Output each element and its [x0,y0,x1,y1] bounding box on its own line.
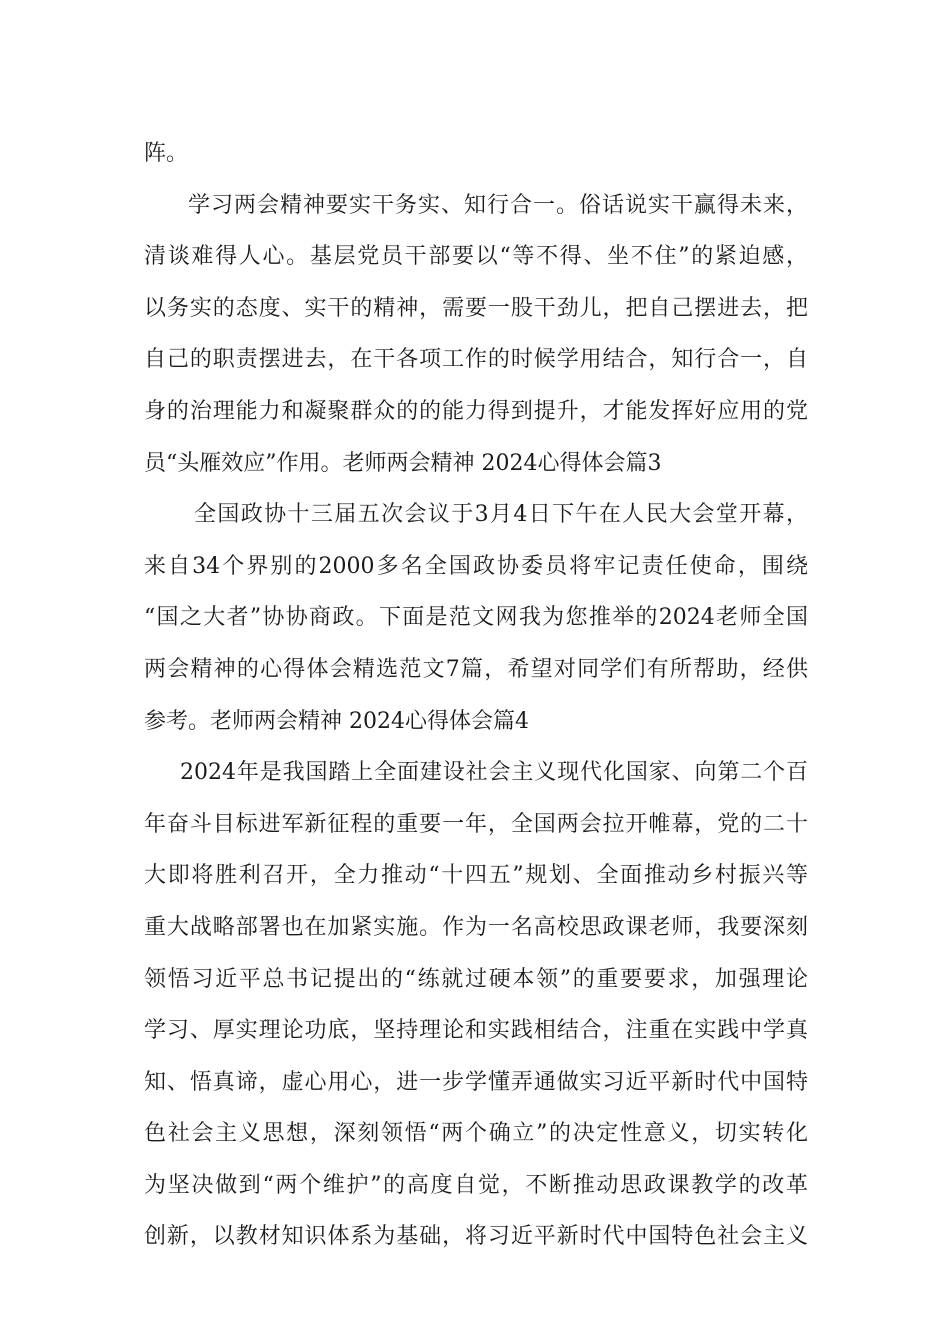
text-line: 重大战略部署也在加紧实施。作为一名高校思政课老师，我要深刻 [144,914,808,940]
text-line: 两会精神的心得体会精选范文7篇，希望对同学们有所帮助，经供 [144,656,808,682]
text-line: 来自34个界别的2000多名全国政协委员将牢记责任使命，围绕 [144,553,808,579]
text-line: 身的治理能力和凝聚群众的的能力得到提升，才能发挥好应用的党 [144,398,808,424]
body-text [144,128,808,1263]
text-line: 为坚决做到“两个维护”的高度自觉，不断推动思政课教学的改革 [144,1172,808,1198]
text-line: 阵。 [144,141,189,166]
paragraph-start-line: 学习两会精神要实干务实、知行合一。俗话说实干赢得未来， [188,192,808,218]
paragraph-start-line: 2024年是我国踏上全面建设社会主义现代化国家、向第二个百 [180,760,808,786]
text-line: 参考。老师两会精神 2024心得体会篇4 [144,708,529,734]
paragraph-start-line: 全国政协十三届五次会议于3月4日下午在人民大会堂开幕， [194,502,808,528]
text-line: 知、悟真谛，虚心用心，进一步学懂弄通做实习近平新时代中国特 [144,1069,808,1095]
text-line: 学习、厚实理论功底，坚持理论和实践相结合，注重在实践中学真 [144,1018,808,1044]
text-line: 色社会主义思想，深刻领悟“两个确立”的决定性意义，切实转化 [144,1121,808,1147]
text-line: 自己的职责摆进去，在干各项工作的时候学用结合，知行合一，自 [144,347,808,373]
text-line: 领悟习近平总书记提出的“练就过硬本领”的重要要求，加强理论 [144,966,808,992]
text-line: 员“头雁效应”作用。老师两会精神 2024心得体会篇3 [144,450,662,476]
text-line: 清谈难得人心。基层党员干部要以“等不得、坐不住”的紧迫感， [144,244,808,270]
text-line: 创新，以教材知识体系为基础，将习近平新时代中国特色社会主义 [144,1224,808,1250]
text-line: 年奋斗目标进军新征程的重要一年，全国两会拉开帷幕，党的二十 [144,811,808,837]
text-line: 以务实的态度、实干的精神，需要一股干劲儿，把自己摆进去，把 [144,295,808,321]
text-line: “国之大者”协协商政。下面是范文网我为您推举的2024老师全国 [144,605,808,631]
text-line: 大即将胜利召开，全力推动“十四五”规划、全面推动乡村振兴等 [144,863,808,889]
